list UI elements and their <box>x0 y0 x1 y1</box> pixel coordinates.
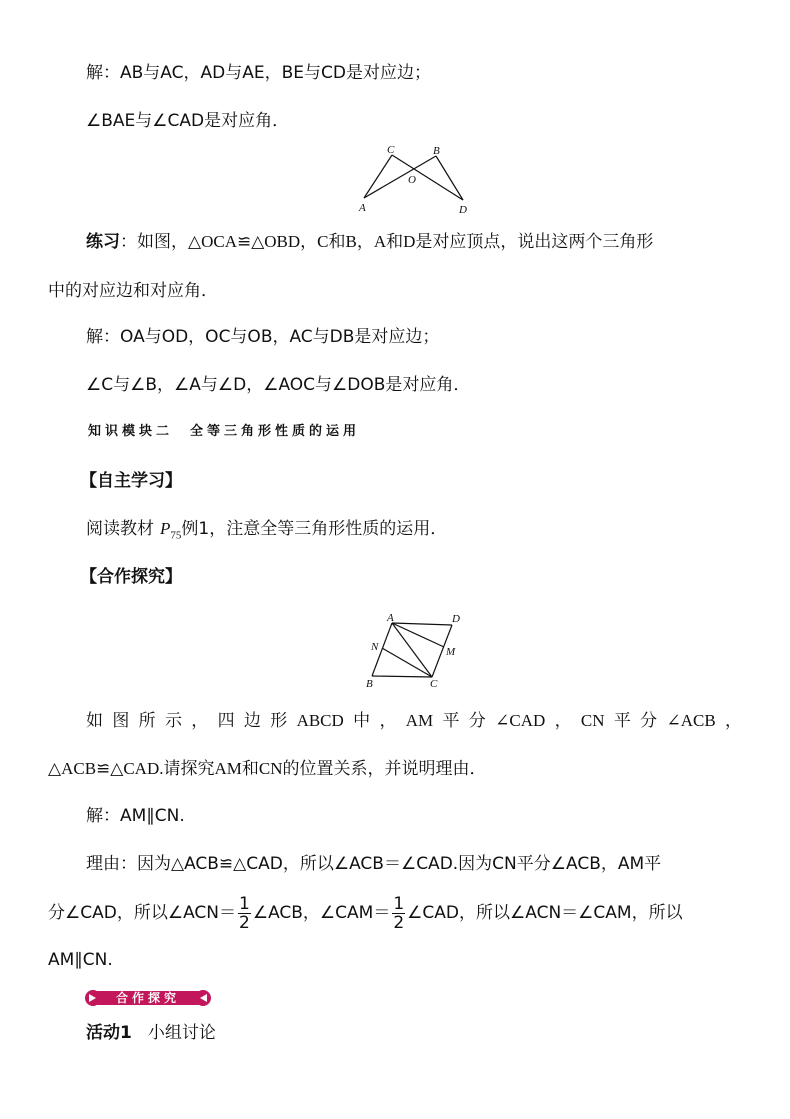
page-ref-p: P <box>160 519 171 538</box>
seg-bd <box>436 156 463 200</box>
label-d: D <box>459 204 467 215</box>
solution-line-3-a: 分∠CAD，所以∠ACN＝ <box>48 903 236 923</box>
label-c: C <box>387 144 395 156</box>
answer-line-1: 解：AB与AC，AD与AE，BE与CD是对应边； <box>86 63 431 83</box>
fraction-num: 1 <box>239 893 250 914</box>
fraction-half-1 <box>238 895 251 932</box>
label-o: O <box>408 174 416 186</box>
practice-line-1 <box>86 230 653 254</box>
banner-label: 合作探究 <box>115 991 180 1005</box>
solution-line-2: 理由：因为△ACB≌△CAD，所以∠ACB＝∠CAD.因为CN平分∠ACB，AM平 <box>86 854 662 874</box>
answer2-line-2: ∠C与∠B，∠A与∠D，∠AOC与∠DOB是对应角． <box>86 375 471 395</box>
coop-heading: 【合作探究】 <box>80 567 182 587</box>
label-n: N <box>371 641 379 653</box>
practice-label: 练习 <box>86 232 120 252</box>
problem-line-1: 如图所示，四边形ABCD中，AM平分∠CAD，CN平分∠ACB， <box>86 711 742 730</box>
seg-ca <box>364 155 392 198</box>
solution-line-3-b: ∠ACB，∠CAM＝ <box>252 903 391 923</box>
fraction-den: 2 <box>239 912 250 933</box>
solution-line-1: 解：AM∥CN. <box>86 806 185 826</box>
label-c: C <box>430 678 438 690</box>
answer2-line-1: 解：OA与OD，OC与OB，AC与DB是对应边； <box>86 327 440 347</box>
solution-line-4: AM∥CN. <box>48 950 113 970</box>
figure-triangles-ocA-obd <box>350 143 480 215</box>
self-study-heading: 【自主学习】 <box>80 471 182 491</box>
seg-cn <box>382 648 432 677</box>
solution-line-3 <box>48 893 683 933</box>
label-a: A <box>359 202 366 214</box>
seg-ab <box>364 156 436 198</box>
seg-ac <box>392 623 432 677</box>
seg-am <box>392 623 444 647</box>
page-ref-number: 75 <box>170 529 182 542</box>
label-b: B <box>366 678 373 690</box>
label-b: B <box>433 145 440 157</box>
seg-bc <box>372 676 432 677</box>
label-a: A <box>387 612 394 624</box>
self-study-pre: 阅读教材 <box>86 519 154 539</box>
practice-line-2: 中的对应边和对应角． <box>48 281 218 301</box>
seg-cd <box>392 155 463 200</box>
self-study-post: 例1，注意全等三角形性质的运用． <box>181 519 448 539</box>
activity-text: 小组讨论 <box>147 1023 216 1043</box>
activity-label: 活动1 <box>86 1023 132 1043</box>
fraction-half-2 <box>392 895 405 932</box>
section-banner <box>84 989 212 1007</box>
label-d: D <box>452 613 460 625</box>
seg-ad <box>392 623 452 625</box>
label-m: M <box>446 646 456 658</box>
practice-text: ：如图，△OCA≌△OBD，C和B，A和D是对应顶点，说出这两个三角形 <box>120 232 654 251</box>
self-study-text <box>86 517 447 547</box>
problem-line-2: △ACB≌△CAD.请探究AM和CN的位置关系，并说明理由． <box>48 759 487 778</box>
module-2-title: 知识模块二 全等三角形性质的运用 <box>88 424 361 439</box>
answer-line-2: ∠BAE与∠CAD是对应角． <box>86 111 290 131</box>
fraction-den: 2 <box>393 912 405 933</box>
solution-line-3-c: ∠CAD，所以∠ACN＝∠CAM，所以 <box>407 903 683 923</box>
figure-quadrilateral-abcd <box>360 610 470 690</box>
fraction-num: 1 <box>393 893 405 914</box>
activity-line <box>86 1021 216 1045</box>
